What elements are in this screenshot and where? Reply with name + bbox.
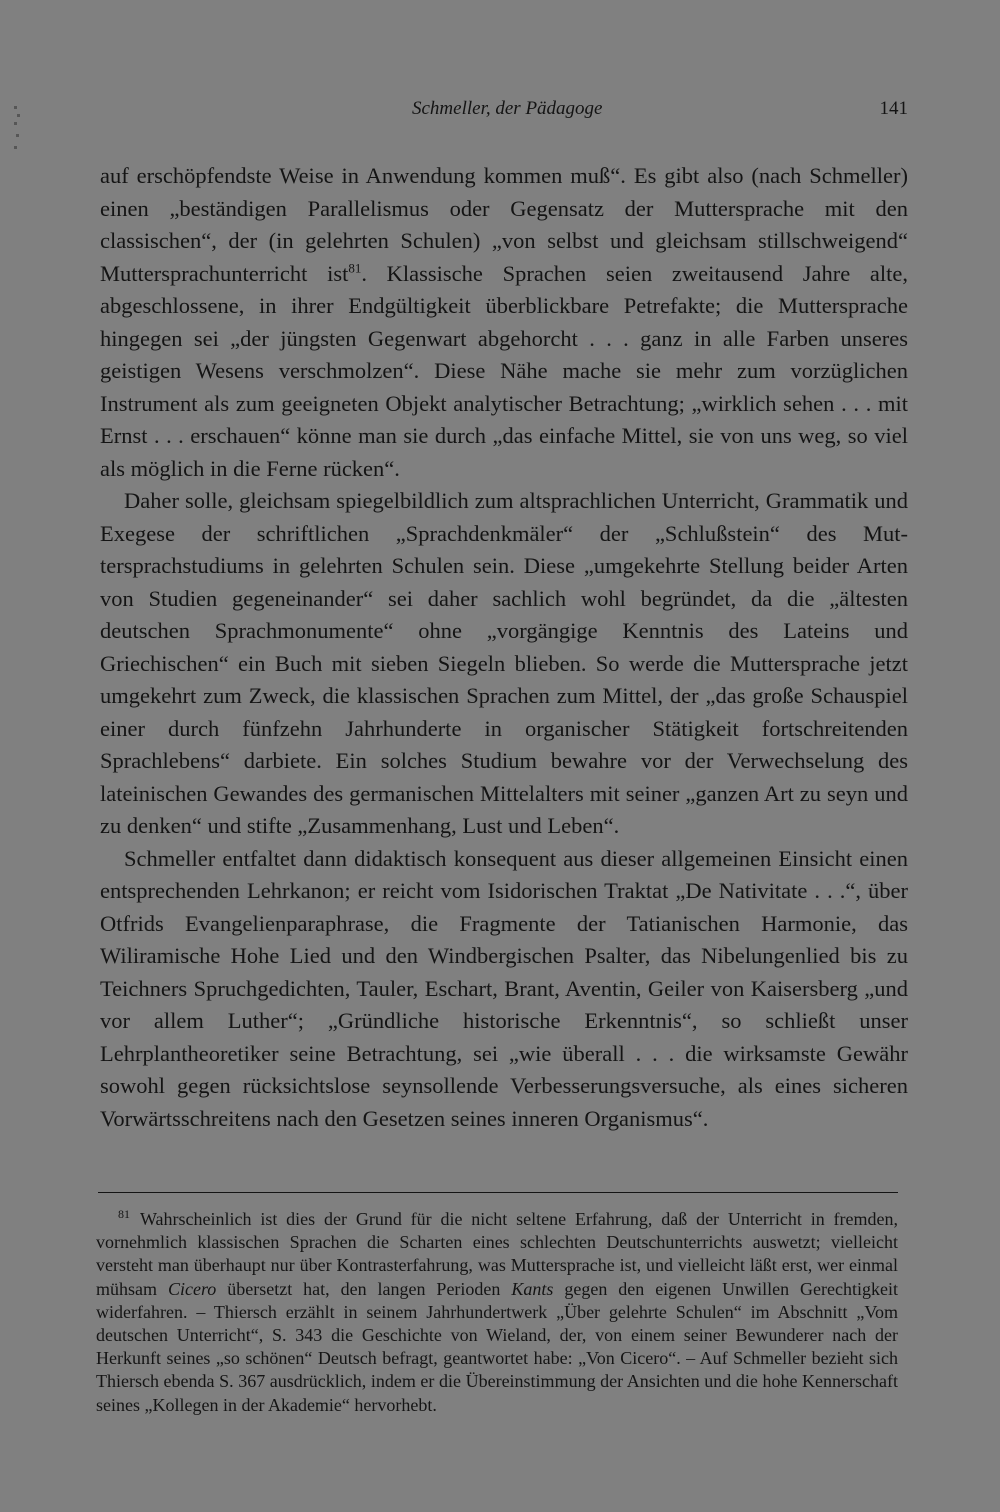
paragraph-3: Schmeller entfaltet dann didaktisch konsequent aus dieser allgemeinen Einsicht einen entsprechenden Lehrkanon; er reicht vom Isidorischen Traktat „De Nativitate . . .“, über Otfrids Evangelienparaphrase, die Fragmente der Tatianischen Harmonie, das Wiliramische Hohe Lied und den Windbergischen Psalter, das Nibelungenlied bis zu Teichners Spruchgedichten, Tauler, Eschart, Brant, Aventin, Geiler von Kaisersberg „und vor allem Luther“; „Gründliche historische Erkenntnis“, so schließt unser Lehrplantheoretiker seine Betrachtung, sei „wie überall . . . die wirksamste Gewähr sowohl gegen rücksichtslose seynsollende Verbesserungsversuche, als eines sicheren Vorwärtsschreitens nach den Gesetzen seines inneren Organismus“. [100,845,908,1131]
footnote-text-a: Wahrscheinlich ist dies der Grund für die nicht seltene Erfahrung, daß der Unterricht in fremden, vornehmlich klassischen Sprachen die Scharten eines schlechten Deutschunterrichts auswetzt; vielleicht versteht man überhaupt nur über Kontrasterfahrung, was Muttersprache ist, und vielleicht läßt erst, wer einmal mühsam [96,1209,898,1299]
page-number: 141 [879,98,908,119]
footnote-text-c: gegen den eigenen Unwillen Gerechtigkeit widerfahren. – Thiersch erzählt in seinem Jahrhundertwerk „Über gelehrte Schulen“ im Abschnitt „Vom deutschen Unterricht“, S. 343 die Geschichte von Wieland, der, von einem seiner Bewunderer nach der Herkunft seines „so schönen“ Deutsch befragt, geantwortet habe: „Von Cicero“. – Auf Schmeller bezieht sich Thiersch ebenda S. 367 ausdrücklich, indem er die Übereinstimmung der Ansichten und die hohe Kennerschaft seines „Kollegen in der Akademie“ hervorhebt. [96,1278,898,1415]
main-text [100,160,908,1135]
footnote-italic-cicero: Cicero [167,1278,217,1299]
footnote-italic-kants: Kants [511,1278,554,1299]
paragraph-1-text-a: auf erschöpfendste Weise in Anwendung kommen muß“. Es gibt also (nach Schmeller) einen „beständigen Parallelismus oder Gegensatz der Muttersprache mit den classischen“, der (in gelehrten Schulen) „von selbst und gleichsam stillschweigend“ Muttersprachunterricht ist [100,163,908,286]
margin-scan-marks [14,100,24,160]
footnote [96,1208,898,1417]
footnote-reference[interactable]: 81 [348,260,362,275]
footnote-number: 81 [118,1207,130,1221]
footnote-rule [98,1192,898,1193]
footnote-text-b: übersetzt hat, den langen Perioden [216,1278,512,1299]
footnote-text [96,1208,898,1417]
running-head [100,98,908,128]
paragraph-1-text-b: . Klassische Sprachen seien zweitausend Jahre alte, abgeschlossene, in ihrer Endgültigkeit überblickbare Petrefakte; die Muttersprache hingegen sei „der jüngsten Gegenwart abgehorcht . . . ganz in alle Farben unseres geistigen Wesens verschmolzen“. Diese Nähe mache sie mehr zum vorzüglichen Instrument als zum geeigneten Objekt analytischer Betrachtung; „wirklich sehen . . . mit Ernst . . . erschauen“ könne man sie durch „das einfache Mittel, sie von uns weg, so viel als möglich in die Ferne rücken“. [100,260,908,481]
paragraph-1 [100,160,908,485]
running-title: Schmeller, der Pädagoge [412,98,603,119]
paragraph-2: Daher solle, gleichsam spiegelbildlich zum altsprachlichen Unterricht, Grammatik und Exegese der schriftlichen „Sprachdenkmäler“ der „Schlußstein“ des Muttersprachstudiums in gelehrten Schulen sein. Diese „umgekehrte Stellung beider Arten von Studien gegeneinander“ sei daher sachlich wohl begründet, da die „ältesten deutschen Sprachmonumente“ ohne „vorgängige Kenntnis des Lateins und Griechischen“ ein Buch mit sieben Siegeln blieben. So werde die Muttersprache jetzt umgekehrt zum Zweck, die klassischen Sprachen zum Mittel, der „das große Schauspiel einer durch fünfzehn Jahrhunderte in organischer Stätigkeit fortschreitenden Sprachlebens“ darbiete. Ein solches Studium bewahre vor der Verwechselung des lateinischen Gewandes des germanischen Mittelalters mit seiner „ganzen Art zu seyn und zu denken“ und stifte „Zusammenhang, Lust und Leben“. [100,488,908,838]
